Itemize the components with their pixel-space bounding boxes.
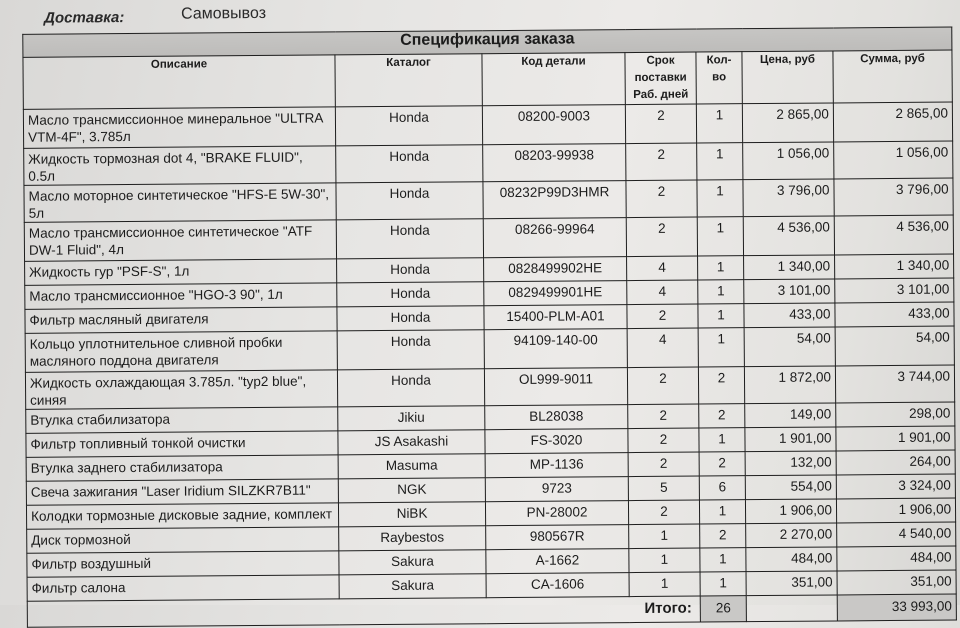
item-lead-time: 2 — [626, 217, 697, 257]
item-sum: 1 340,00 — [835, 254, 954, 279]
item-sum: 4 540,00 — [837, 522, 956, 547]
item-description: Колодки тормозные дисковые задние, комплект — [26, 503, 338, 529]
item-part-code: 94109-140-00 — [484, 329, 627, 369]
item-catalog: Masuma — [338, 454, 485, 479]
item-qty: 1 — [698, 328, 744, 367]
item-catalog: Honda — [336, 219, 483, 259]
delivery-value: Самовывоз — [181, 4, 267, 23]
item-description: Фильтр топливный тонкой очистки — [26, 431, 338, 457]
item-part-code: MP-1136 — [485, 453, 628, 478]
item-qty: 1 — [696, 104, 742, 143]
item-catalog: NGK — [338, 478, 485, 503]
item-lead-time: 2 — [628, 404, 699, 429]
item-catalog: Honda — [337, 330, 484, 370]
item-lead-time: 4 — [627, 328, 698, 368]
item-description: Кольцо уплотнительное сливной пробки масляного поддона двигателя — [25, 331, 337, 372]
item-price: 2 270,00 — [746, 523, 837, 548]
item-sum: 1 906,00 — [836, 498, 955, 523]
item-lead-time: 5 — [628, 476, 699, 501]
item-description: Жидкость охлаждающая 3.785л. "typ2 blue", синяя — [25, 370, 337, 409]
item-qty: 2 — [699, 452, 745, 476]
item-lead-time: 2 — [627, 367, 698, 405]
item-lead-time: 2 — [628, 452, 699, 477]
item-lead-time: 2 — [626, 180, 697, 218]
item-description: Жидкость гур "PSF-S", 1л — [25, 259, 337, 285]
item-description: Втулка заднего стабилизатора — [26, 455, 338, 481]
delivery-label: Доставка: — [44, 9, 125, 27]
item-qty: 2 — [700, 524, 746, 548]
total-sum: 33 993,00 — [837, 594, 956, 621]
item-catalog: Honda — [336, 145, 483, 183]
item-price: 132,00 — [745, 451, 836, 476]
item-description: Свеча зажигания "Laser Iridium SILZKR7B11" — [26, 479, 338, 505]
col-header-lead-time: Срок поставки Раб. дней — [625, 52, 696, 105]
item-price: 433,00 — [744, 303, 835, 328]
item-part-code: BL28038 — [485, 405, 628, 430]
item-sum: 1 901,00 — [836, 426, 955, 451]
item-lead-time: 1 — [629, 572, 700, 597]
item-sum: 3 796,00 — [834, 178, 953, 216]
item-description: Фильтр масляный двигателя — [25, 307, 337, 333]
col-header-sum: Сумма, руб — [833, 50, 952, 103]
item-sum: 3 744,00 — [835, 365, 954, 403]
col-header-price: Цена, руб — [742, 51, 833, 104]
item-sum: 3 101,00 — [835, 278, 954, 303]
item-part-code: 0829499901HE — [484, 281, 627, 306]
item-qty: 1 — [698, 304, 744, 328]
item-qty: 6 — [699, 476, 745, 500]
item-part-code: 9723 — [485, 477, 628, 502]
item-description: Масло моторное синтетическое "HFS-E 5W-30", 5л — [24, 183, 336, 222]
table-title: Спецификация заказа — [23, 27, 952, 57]
item-price: 1 872,00 — [744, 366, 835, 404]
total-qty: 26 — [700, 596, 746, 622]
item-sum: 2 865,00 — [833, 102, 952, 142]
item-sum: 54,00 — [835, 326, 954, 366]
item-description: Фильтр воздушный — [27, 551, 339, 577]
item-lead-time: 2 — [628, 428, 699, 453]
item-price: 484,00 — [746, 547, 837, 572]
item-catalog: Honda — [337, 306, 484, 331]
item-price: 149,00 — [745, 403, 836, 428]
item-sum: 351,00 — [837, 570, 956, 595]
item-price: 1 906,00 — [745, 499, 836, 524]
item-qty: 1 — [698, 256, 744, 280]
item-part-code: 980567R — [486, 525, 629, 550]
item-lead-time: 2 — [628, 500, 699, 525]
item-lead-time: 2 — [626, 143, 697, 181]
total-label: Итого: — [27, 596, 700, 627]
item-price: 2 865,00 — [742, 103, 833, 143]
item-part-code: 08200-9003 — [482, 105, 625, 145]
item-lead-time: 4 — [627, 256, 698, 281]
col-header-part-code: Код детали — [482, 53, 625, 106]
item-catalog: Honda — [337, 282, 484, 307]
item-part-code: FS-3020 — [485, 429, 628, 454]
col-header-qty: Кол-во — [696, 52, 742, 104]
item-catalog: Raybestos — [339, 526, 486, 551]
item-sum: 484,00 — [837, 546, 956, 571]
item-qty: 2 — [698, 367, 744, 404]
item-lead-time: 4 — [627, 280, 698, 305]
item-catalog: Honda — [335, 106, 482, 146]
item-sum: 298,00 — [836, 402, 955, 427]
item-qty: 1 — [700, 548, 746, 572]
total-price-empty — [746, 595, 837, 622]
item-part-code: OL999-9011 — [484, 368, 627, 406]
item-catalog: Jikiu — [338, 406, 485, 431]
item-part-code: 0828499902HE — [484, 257, 627, 282]
item-catalog: NiBK — [338, 502, 485, 527]
item-qty: 1 — [697, 180, 743, 217]
item-qty: 1 — [700, 572, 746, 596]
item-qty: 1 — [697, 217, 743, 256]
item-description: Жидкость тормозная dot 4, "BRAKE FLUID", 0.5л — [24, 146, 336, 185]
item-part-code: A-1662 — [486, 549, 629, 574]
col-header-catalog: Каталог — [335, 54, 482, 107]
item-sum: 3 324,00 — [836, 474, 955, 499]
item-price: 54,00 — [744, 327, 835, 367]
item-qty: 2 — [699, 404, 745, 428]
order-spec-table — [22, 27, 957, 628]
item-price: 3 101,00 — [744, 279, 835, 304]
item-part-code: 08266-99964 — [483, 218, 626, 258]
item-sum: 264,00 — [836, 450, 955, 475]
item-qty: 1 — [698, 280, 744, 304]
item-catalog: Honda — [337, 258, 484, 283]
item-sum: 1 056,00 — [834, 141, 953, 179]
item-description: Масло трансмиссионное "HGO-3 90", 1л — [25, 283, 337, 309]
item-part-code: 08203-99938 — [483, 144, 626, 182]
item-qty: 1 — [699, 428, 745, 452]
item-catalog: Sakura — [339, 550, 486, 575]
item-price: 351,00 — [746, 571, 837, 596]
item-description: Диск тормозной — [27, 527, 339, 553]
item-lead-time: 1 — [629, 548, 700, 573]
item-sum: 4 536,00 — [834, 215, 953, 255]
item-description: Втулка стабилизатора — [26, 407, 338, 433]
col-header-description: Описание — [23, 55, 335, 109]
item-price: 1 901,00 — [745, 427, 836, 452]
item-part-code: 15400-PLM-A01 — [484, 305, 627, 330]
item-description: Масло трансмиссионное минеральное "ULTRA VTM-4F", 3.785л — [23, 107, 335, 148]
item-description: Масло трансмиссионное синтетическое "ATF DW-1 Fluid", 4л — [24, 220, 336, 261]
item-catalog: Honda — [336, 182, 483, 220]
item-price: 1 340,00 — [744, 255, 835, 280]
item-part-code: 08232P99D3HMR — [483, 181, 626, 219]
item-price: 3 796,00 — [743, 179, 834, 217]
item-catalog: JS Asakashi — [338, 430, 485, 455]
item-description: Фильтр салона — [27, 575, 339, 601]
item-price: 4 536,00 — [743, 216, 834, 256]
item-qty: 1 — [699, 500, 745, 524]
item-lead-time: 2 — [625, 104, 696, 144]
item-price: 1 056,00 — [743, 142, 834, 180]
item-part-code: CA-1606 — [486, 573, 629, 598]
item-lead-time: 1 — [629, 524, 700, 549]
item-price: 554,00 — [745, 475, 836, 500]
item-qty: 1 — [697, 143, 743, 180]
item-sum: 433,00 — [835, 302, 954, 327]
item-catalog: Honda — [337, 369, 484, 407]
item-catalog: Sakura — [339, 574, 486, 599]
item-lead-time: 2 — [627, 304, 698, 329]
item-part-code: PN-28002 — [485, 501, 628, 526]
